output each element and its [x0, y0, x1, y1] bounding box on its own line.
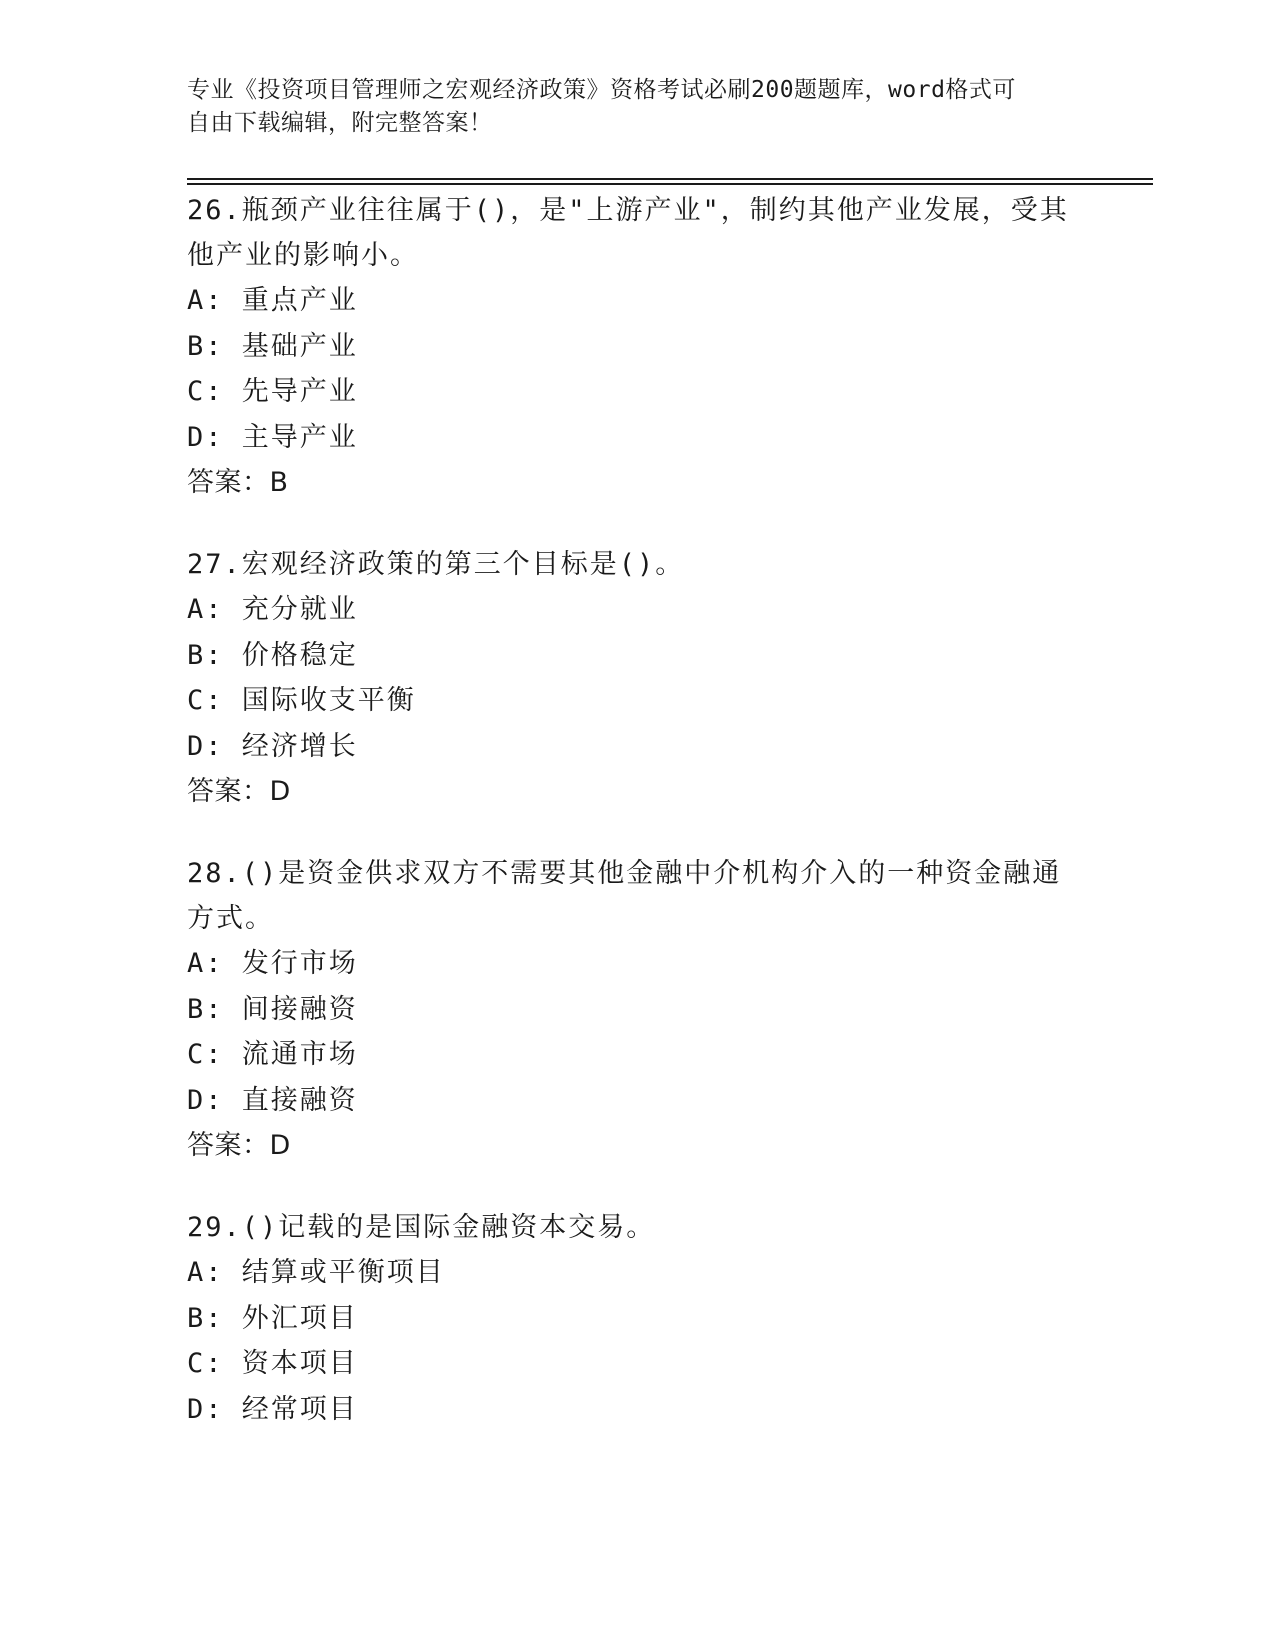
option-c: C: 国际收支平衡 [187, 685, 416, 716]
option-b: B: 价格稳定 [187, 639, 358, 671]
question-27 [187, 542, 1087, 814]
header-rule-top [187, 178, 1153, 180]
option-a: A: 充分就业 [187, 594, 358, 625]
answer-line: 答案：D [187, 776, 291, 807]
question-stem: 29.()记载的是国际金融资本交易。 [187, 1212, 656, 1243]
option-c: C: 先导产业 [187, 376, 358, 407]
option-d: D: 经常项目 [187, 1393, 358, 1425]
option-a: A: 发行市场 [187, 948, 358, 979]
option-b: B: 基础产业 [187, 330, 358, 362]
option-b: B: 外汇项目 [187, 1302, 358, 1334]
question-list [187, 188, 1087, 1469]
option-a: A: 重点产业 [187, 285, 358, 316]
option-d: D: 主导产业 [187, 421, 358, 453]
option-d: D: 经济增长 [187, 730, 358, 762]
answer-line: 答案：B [187, 467, 289, 498]
answer-line: 答案：D [187, 1130, 291, 1161]
question-29 [187, 1205, 1087, 1432]
question-stem: 26.瓶颈产业往往属于()，是"上游产业"，制约其他产业发展，受其他产业的影响小。 [187, 195, 1069, 271]
question-28 [187, 851, 1087, 1168]
header-line-1: 专业《投资项目管理师之宏观经济政策》资格考试必刷200题题库，word格式可 [187, 77, 1016, 103]
question-stem: 28.()是资金供求双方不需要其他金融中介机构介入的一种资金融通方式。 [187, 858, 1062, 934]
option-c: C: 资本项目 [187, 1348, 358, 1379]
question-stem: 27.宏观经济政策的第三个目标是()。 [187, 549, 685, 580]
option-c: C: 流通市场 [187, 1039, 358, 1070]
header-line-2: 自由下载编辑，附完整答案！ [187, 110, 493, 136]
option-d: D: 直接融资 [187, 1084, 358, 1116]
document-header [187, 74, 1067, 140]
header-rule-bottom [187, 183, 1153, 185]
option-a: A: 结算或平衡项目 [187, 1257, 445, 1288]
question-26 [187, 188, 1087, 505]
option-b: B: 间接融资 [187, 993, 358, 1025]
